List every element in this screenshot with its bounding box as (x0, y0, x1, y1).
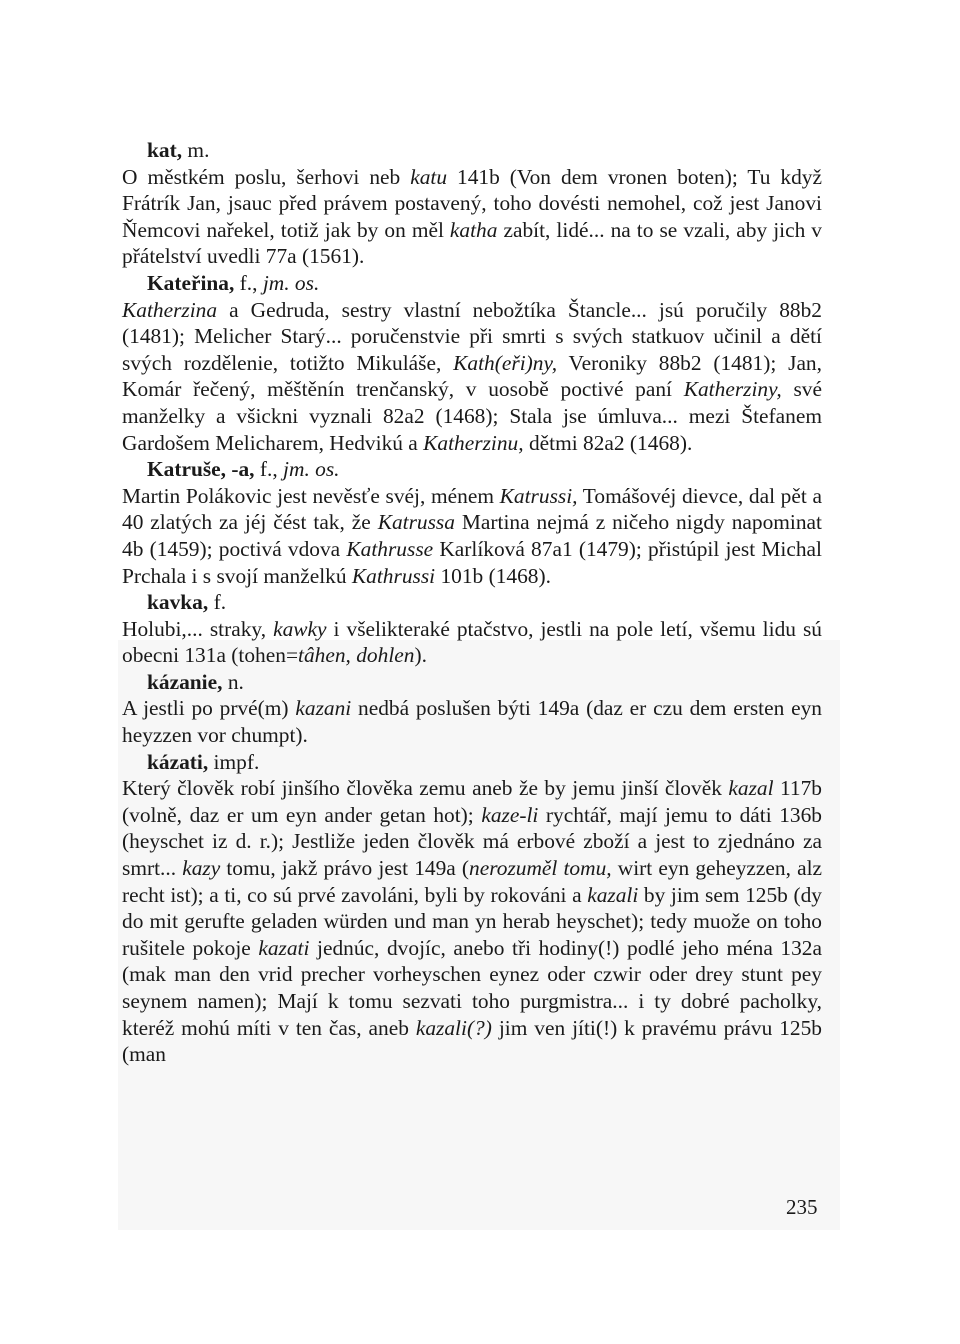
body-segment: kazal (728, 776, 774, 801)
body-segment: kazani (295, 696, 352, 721)
entry-body (122, 164, 822, 270)
body-segment: Katherziny, (683, 377, 782, 402)
page-number: 235 (786, 1195, 818, 1219)
headword-segment: Katruše, -a, (147, 457, 255, 482)
body-segment: nerozuměl tomu, (469, 856, 612, 881)
body-segment: kazali (587, 882, 639, 907)
entry-body (122, 695, 822, 748)
entry-body (122, 616, 822, 669)
body-segment: Veroniky 88b2 (1481); Jan, Komár řečený, měštěnín trenčanský, v uosobě poctivé paní (122, 350, 822, 402)
body-segment: jednúc, dvojíc, anebo tři hodiny(!) podlé jeho ména 132a (mak man den vrid precher vorheyschen eynez oder czwir oder drey stunt pey seynem namen); Mají k tomu sezvati toho purgmistra... i ty dobré pacholky, kteréž mohú míti v ten čas, aneb (122, 935, 822, 1040)
headword-segment: f., (254, 457, 284, 482)
headword-segment: f., (234, 270, 263, 295)
headword-segment: m. (182, 138, 210, 162)
body-segment: své manželky a všickni vyznali 82a2 (1468); Stala jse úmluva... mezi Štefanem Gardošem Melicharem, Hedvikú a (122, 377, 822, 455)
body-segment: 101b (1468). (435, 563, 551, 588)
body-segment: 141b (Von dem vronen boten); Tu když Frátrík Jan, jsauc před právem postavený, toho dovésti nemohel, což jest Janovi Ňemcovi nařekel, totiž jak by on měl (122, 164, 822, 242)
body-segment: Kathrusse (346, 536, 434, 561)
entry-headword (122, 749, 822, 776)
body-segment: Tomášovéj dievce, dal pět a 40 zlatých za jéj čést tak, že (122, 483, 822, 535)
headword-segment: kat, (147, 138, 183, 162)
entry-headword (122, 589, 822, 616)
dictionary-text (122, 137, 822, 1068)
body-segment: Kath(eři)ny, (453, 350, 558, 375)
entry-body (122, 297, 822, 457)
entry-body (122, 483, 822, 589)
body-segment: zabít, lidé... na to se vzali, aby jich v přátelství uvedli 77a (1561). (122, 217, 822, 269)
entry-body (122, 775, 822, 1068)
body-segment: kazati (258, 935, 310, 960)
body-segment: katu (410, 164, 448, 189)
body-segment: rychtář, mají jemu to dáti 136b (heyschet iz d. r.); Jestliže jeden člověk má erbové zboží a jest to zjednáno za smrt... (122, 802, 822, 881)
body-segment: 117b (volně, daz er um eyn ander getan hot); (122, 776, 822, 827)
headword-segment: kázanie, (147, 669, 223, 694)
body-segment: Katrussa (377, 510, 455, 535)
body-segment: Kathrussi (351, 563, 436, 588)
body-segment: kazy (182, 856, 221, 881)
headword-segment: jm. os. (262, 270, 320, 295)
headword-segment: f. (208, 590, 227, 615)
headword-segment: impf. (208, 749, 260, 774)
headword-segment: Kateřina, (147, 270, 235, 295)
headword-segment: kázati, (147, 749, 209, 774)
body-segment: jim ven jíti(!) k pravému právu 125b (man (122, 1015, 822, 1067)
body-segment: i všelikteraké ptačstvo, jestli na pole letí, všemu lidu sú obecni 131a (tohen= (122, 616, 822, 668)
entry-headword (122, 270, 822, 297)
body-segment: katha (449, 217, 498, 242)
headword-segment: jm. os. (283, 457, 340, 482)
entry-headword (122, 456, 822, 483)
body-segment: tâhen, dohlen (298, 643, 415, 668)
body-segment: Katrussi, (499, 483, 578, 508)
body-segment: Holubi,... straky, (122, 616, 274, 641)
body-segment: A jestli po prvé(m) (122, 696, 296, 721)
body-segment: O městkém poslu, šerhovi neb (122, 164, 411, 189)
headword-segment: kavka, (147, 590, 209, 615)
body-segment: Karlíková 87a1 (1479); přistúpil jest Michal Prchala i s svojí manželkú (122, 536, 822, 588)
body-segment: Martin Polákovic jest nevěsťe svéj, ménem (122, 483, 500, 508)
body-segment: Který člověk robí jinšího člověka zemu aneb že by jemu jinší člověk (122, 776, 729, 801)
body-segment: kawky (273, 616, 327, 641)
body-segment: a Gedruda, sestry vlastní nebožtíka Štancle... jsú poručily 88b2 (1481); Melicher Starý... poručenstvie při smrti s svých statkuov učinil a dětí svých rozdělenie, totižto Mikuláše, (122, 297, 822, 375)
headword-segment: n. (222, 669, 244, 694)
body-segment: tomu, jakž právo jest 149a ( (220, 856, 470, 881)
body-segment: Katherzinu, (423, 430, 524, 455)
body-segment: nedbá poslušen býti 149a (daz er czu dem ersten eyn heyzzen vor chumpt). (122, 696, 822, 748)
body-segment: Martina nejmá z ničeho nigdy napominat 4b (1459); poctivá vdova (122, 510, 822, 561)
body-segment: dětmi 82a2 (1468). (523, 430, 693, 455)
body-segment: kazali(?) (415, 1015, 492, 1040)
entry-headword (122, 137, 822, 164)
body-segment: wirt eyn geheyzzen, alz recht ist); a ti, co sú prvé zavoláni, byli by rokováni a (122, 856, 823, 907)
body-segment: ). (414, 643, 427, 668)
body-segment: Katherzina (122, 297, 218, 322)
body-segment: kaze-li (481, 802, 539, 827)
entry-headword (122, 669, 822, 696)
body-segment: by jim sem 125b (dy do mit gerufte geladen würden und man yn herab heyschet); tedy muože on toho rušitele pokoje (122, 882, 822, 960)
